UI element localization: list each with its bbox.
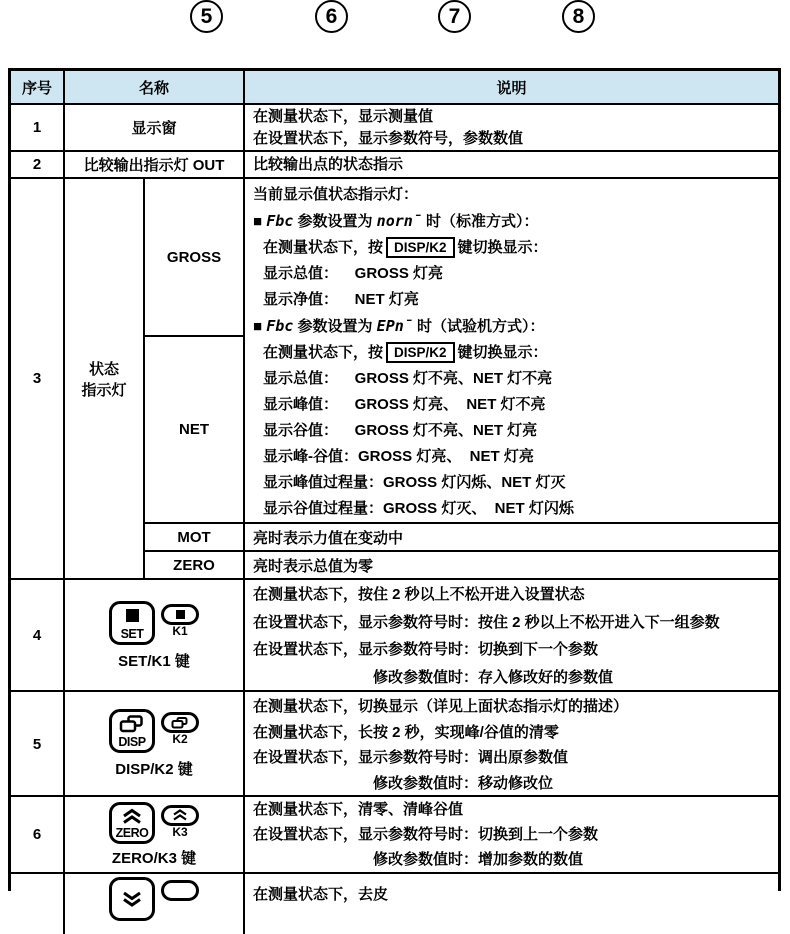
- row3-line13: 显示谷值过程量：GROSS 灯灭、 NET 灯闪烁: [263, 500, 574, 517]
- row3-line10: 显示谷值： GROSS 灯不亮、NET 灯亮: [263, 422, 538, 439]
- row1-desc-line1: 在测量状态下，显示测量值: [253, 108, 434, 125]
- row3-desc-main: [245, 179, 778, 522]
- row3-line8: 显示总值： GROSS 灯不亮、NET 灯不亮: [263, 370, 553, 387]
- row3-name-line2: 指示灯: [81, 381, 127, 399]
- row7-line1: 在测量状态下，去皮: [253, 886, 389, 903]
- row7-name: [65, 874, 245, 934]
- zero-k3-icons: [109, 802, 199, 844]
- row3-line2: [253, 208, 774, 235]
- disp-key-label: DISP: [118, 735, 146, 749]
- row3-sub-gross: GROSS: [145, 179, 245, 337]
- callout-8-number: 8: [572, 4, 585, 28]
- k1-pill-icon: [161, 604, 199, 625]
- row3-zero-desc: [245, 550, 778, 578]
- row4-line4: 修改参数值时：存入修改好的参数值: [373, 668, 614, 686]
- k3-label: K3: [172, 824, 188, 839]
- double-chevron-up-icon: [171, 809, 189, 821]
- row3-line3-text1: 在测量状态下，按: [263, 239, 384, 256]
- bullet-square-icon: ■: [253, 318, 267, 335]
- row4-desc: [245, 580, 778, 691]
- row3-line11: 显示峰-谷值：GROSS 灯亮、 NET 灯亮: [263, 448, 534, 465]
- row1-no: 1: [11, 105, 65, 150]
- row4-line1: 在测量状态下，按住 2 秒以上不松开进入设置状态: [253, 586, 585, 603]
- zero-key-icon: [109, 802, 155, 844]
- row3-no: 3: [11, 179, 65, 578]
- row6-name: [65, 797, 245, 872]
- row1-name: 显示窗: [65, 105, 245, 150]
- row5-line3: 在设置状态下，显示参数符号时：调出原参数值: [253, 749, 569, 766]
- filled-square-icon: [176, 610, 185, 619]
- row3-line12: 显示峰值过程量：GROSS 灯闪烁、NET 灯灭: [263, 474, 566, 491]
- header-no: 序号: [11, 71, 65, 103]
- row4-caption: SET/K1 键: [118, 652, 190, 670]
- set-k1-icons: [109, 601, 199, 645]
- row3-sub-net: NET: [145, 337, 245, 522]
- callout-7-number: 7: [448, 4, 461, 28]
- bullet-square-icon: ■: [253, 213, 267, 230]
- row3-line3-text2: 键切换显示：: [457, 239, 548, 256]
- row3-sub-zero: ZERO: [145, 550, 245, 578]
- display-windows-icon: [119, 712, 145, 736]
- disp-key-icon: [109, 709, 155, 753]
- row5-caption: DISP/K2 键: [115, 761, 193, 778]
- display-windows-icon: [171, 717, 189, 729]
- row3-mot-desc-line: 亮时表示力值在变动中: [253, 529, 404, 547]
- row3-line7: [253, 340, 774, 366]
- table-row-7: [11, 874, 778, 934]
- disp-k2-key-label: DISP/K2: [386, 342, 455, 363]
- disp-k2-key-label: DISP/K2: [386, 237, 455, 258]
- row7-pill-icon: [161, 880, 199, 901]
- row7-pill-icon-wrap: [161, 880, 199, 901]
- row2-no: 2: [11, 152, 65, 177]
- row3-sub-mot: MOT: [145, 522, 245, 550]
- filled-square-icon: [126, 604, 139, 628]
- row3-line1: 当前显示值状态指示灯：: [253, 186, 419, 203]
- row3-line7-text2: 键切换显示：: [457, 344, 548, 361]
- row3-line2-text1: 参数设置为: [293, 213, 377, 230]
- disp-k2-icons: [109, 709, 199, 753]
- table-row-2: [11, 152, 778, 179]
- description-table: [8, 68, 781, 903]
- zero-key-label: ZERO: [115, 825, 149, 840]
- param-fbc: Fbc: [266, 317, 294, 335]
- row6-caption: ZERO/K3 键: [111, 849, 197, 867]
- row3-mot-desc: [245, 522, 778, 550]
- row5-line4: 修改参数值时：移动修改位: [373, 774, 554, 792]
- callout-7: [438, 0, 471, 33]
- callout-5-number: 5: [200, 4, 213, 28]
- row5-line1: 在测量状态下，切换显示（详见上面状态指示灯的描述）: [253, 698, 629, 715]
- row4-name: [65, 580, 245, 691]
- param-fbc: Fbc: [266, 212, 294, 230]
- row5-line2: 在测量状态下，长按 2 秒，实现峰/谷值的清零: [253, 723, 559, 741]
- row1-desc-line2: 在设置状态下，显示参数符号，参数数值: [253, 130, 524, 147]
- row6-line1: 在测量状态下，清零、清峰谷值: [253, 801, 464, 818]
- row3-line3: [253, 235, 774, 261]
- double-chevron-down-icon: [120, 880, 144, 917]
- row3-name-line1: 状态: [88, 360, 119, 378]
- table-header-row: [11, 71, 778, 105]
- k1-label: K1: [172, 623, 188, 638]
- row5-no: 5: [11, 692, 65, 796]
- row6-line2: 在设置状态下，显示参数符号时：切换到上一个参数: [253, 826, 599, 843]
- k2-pill-icon: [161, 712, 199, 733]
- param-epm: EPn̄: [376, 317, 413, 335]
- k1-icon-wrap: [161, 604, 199, 638]
- k2-icon-wrap: [161, 712, 199, 746]
- table-row-3: [11, 179, 778, 580]
- row2-desc-line1: 比较输出点的状态指示: [253, 156, 404, 173]
- row2-desc: [245, 152, 778, 177]
- callout-8: [562, 0, 595, 33]
- row3-line6: [253, 313, 774, 340]
- row3-line6-text1: 参数设置为: [293, 318, 377, 335]
- set-key-label: SET: [120, 626, 144, 641]
- row6-desc: [245, 797, 778, 872]
- param-norm: norn̄: [376, 212, 422, 230]
- row5-desc: [245, 692, 778, 796]
- header-desc: 说明: [496, 79, 527, 97]
- row4-line2: 在设置状态下，显示参数符号时：按住 2 秒以上不松开进入下一组参数: [253, 613, 720, 631]
- row3-zero-desc-line: 亮时表示总值为零: [253, 557, 374, 575]
- callout-6-number: 6: [325, 4, 338, 28]
- row6-no: 6: [11, 797, 65, 872]
- row3-line4: 显示总值： GROSS 灯亮: [263, 265, 444, 282]
- row5-name: [65, 692, 245, 796]
- callout-6: [315, 0, 348, 33]
- k3-pill-icon: [161, 805, 199, 826]
- table-row-4: [11, 580, 778, 692]
- row3-line9: 显示峰值： GROSS 灯亮、 NET 灯不亮: [263, 396, 546, 413]
- double-chevron-up-icon: [120, 805, 144, 827]
- row7-desc: [245, 874, 778, 934]
- row7-key-icons: [109, 877, 199, 934]
- row4-no: 4: [11, 580, 65, 691]
- row3-line6-text2: 时（试验机方式）：: [412, 318, 545, 335]
- row3-line5: 显示净值： NET 灯亮: [263, 291, 419, 308]
- set-key-icon: [109, 601, 155, 645]
- tare-key-icon: [109, 877, 155, 921]
- row7-no: [11, 874, 65, 934]
- row3-line7-text1: 在测量状态下，按: [263, 344, 384, 361]
- header-name: 名称: [65, 71, 245, 103]
- callout-5: [190, 0, 223, 33]
- row2-name: 比较输出指示灯 OUT: [65, 152, 245, 177]
- row1-desc: [245, 105, 778, 150]
- table-row-1: [11, 105, 778, 152]
- row4-line3: 在设置状态下，显示参数符号时：切换到下一个参数: [253, 641, 599, 658]
- table-row-6: [11, 797, 778, 874]
- k3-icon-wrap: [161, 805, 199, 839]
- row3-line2-text2: 时（标准方式）：: [421, 213, 539, 230]
- row3-name-status-lamps: [65, 179, 145, 578]
- row6-line3: 修改参数值时：增加参数的数值: [373, 851, 584, 868]
- table-row-5: [11, 692, 778, 797]
- k2-label: K2: [172, 732, 188, 746]
